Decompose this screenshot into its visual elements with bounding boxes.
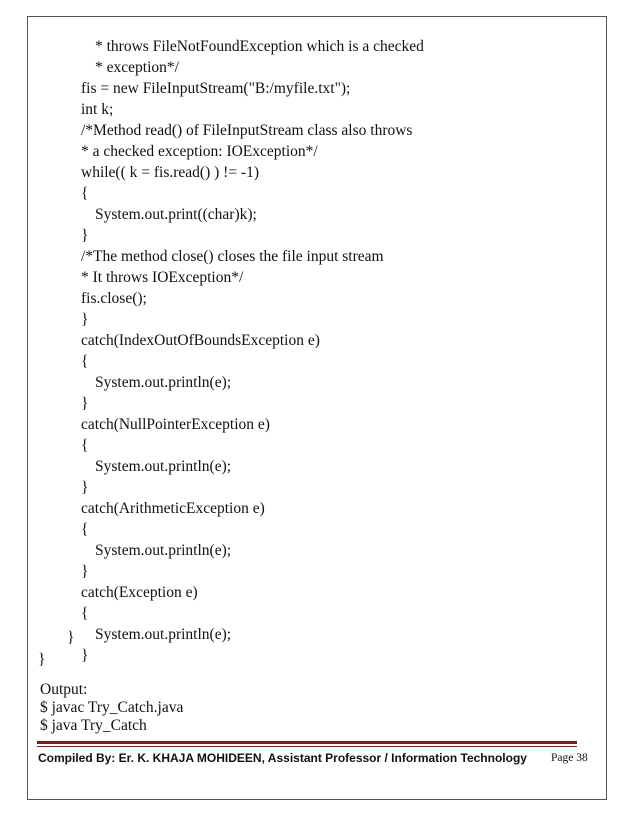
- code-line: System.out.println(e);: [95, 626, 232, 643]
- code-line: * throws FileNotFoundException which is a checked: [95, 38, 424, 55]
- code-line: System.out.println(e);: [95, 542, 232, 559]
- code-line: {: [81, 353, 89, 370]
- code-line: }: [81, 647, 89, 664]
- footer-rule: [37, 741, 577, 744]
- code-line: System.out.print((char)k);: [95, 206, 257, 223]
- code-line: {: [81, 437, 89, 454]
- code-line: }: [81, 227, 89, 244]
- code-line: fis.close();: [81, 290, 147, 307]
- code-line: }: [67, 629, 75, 646]
- code-line: catch(ArithmeticException e): [81, 500, 265, 517]
- code-line: {: [81, 521, 89, 538]
- code-line: System.out.println(e);: [95, 458, 232, 475]
- output-line: $ java Try_Catch: [40, 717, 147, 734]
- code-line: catch(Exception e): [81, 584, 198, 601]
- code-line: {: [81, 605, 89, 622]
- code-line: * It throws IOException*/: [81, 269, 244, 286]
- footer-page-number: Page 38: [551, 752, 588, 764]
- footer-compiled-by: Compiled By: Er. K. KHAJA MOHIDEEN, Assistant Professor / Information Technology: [38, 751, 527, 765]
- code-line: * exception*/: [95, 59, 179, 76]
- code-line: }: [81, 311, 89, 328]
- code-line: }: [81, 395, 89, 412]
- code-line: catch(IndexOutOfBoundsException e): [81, 332, 320, 349]
- code-line: }: [81, 479, 89, 496]
- code-line: while(( k = fis.read() ) != -1): [81, 164, 260, 181]
- code-line: catch(NullPointerException e): [81, 416, 270, 433]
- footer-rule-thin: [37, 746, 577, 747]
- code-line: * a checked exception: IOException*/: [81, 143, 318, 160]
- code-line: System.out.println(e);: [95, 374, 232, 391]
- output-heading: Output:: [40, 681, 88, 698]
- code-line: }: [38, 651, 46, 668]
- code-line: /*Method read() of FileInputStream class also throws: [81, 122, 413, 139]
- code-line: }: [81, 563, 89, 580]
- code-line: fis = new FileInputStream("B:/myfile.txt");: [81, 80, 351, 97]
- output-line: $ javac Try_Catch.java: [40, 699, 184, 716]
- code-line: int k;: [81, 101, 114, 118]
- code-line: {: [81, 185, 89, 202]
- code-line: /*The method close() closes the file input stream: [81, 248, 384, 265]
